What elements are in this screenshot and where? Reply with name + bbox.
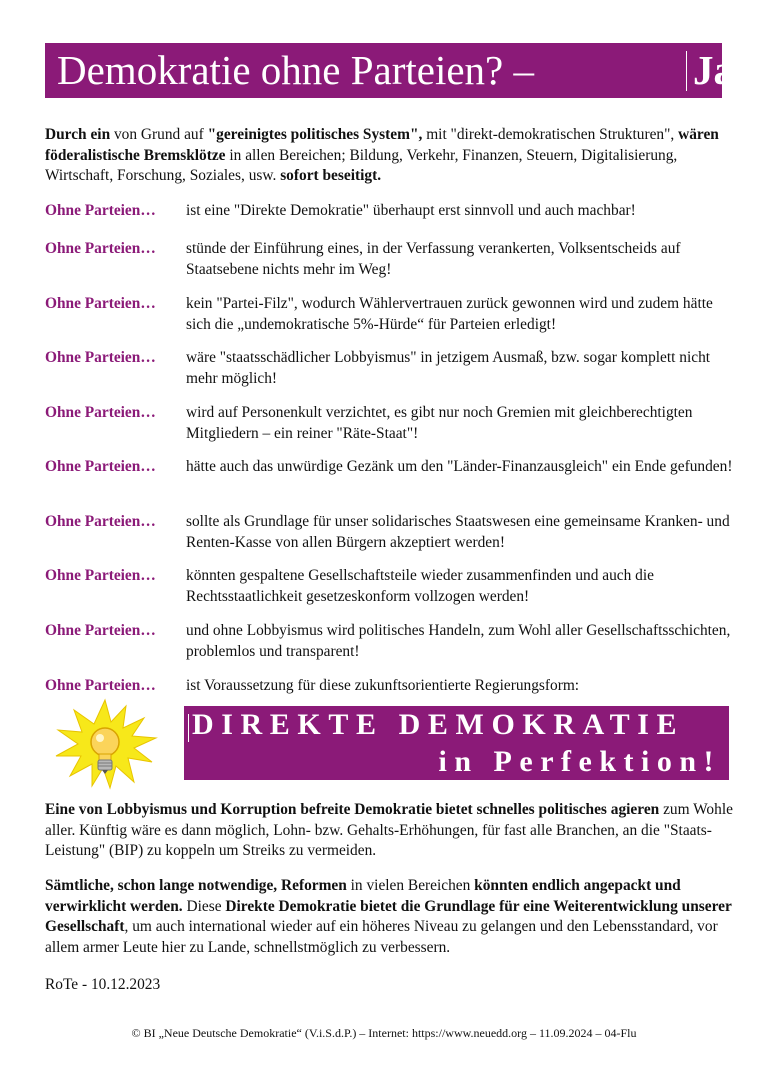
list-item-text: stünde der Einführung eines, in der Verfassung verankerten, Volksentscheids auf Staatsebene nichts mehr im Weg! bbox=[186, 240, 681, 278]
text-cursor bbox=[188, 714, 189, 742]
list-item-text: sollte als Grundlage für unser solidarisches Staatswesen eine gemeinsame Kranken- und Renten-Kasse von allen Bürgern akzeptiert werden! bbox=[186, 513, 730, 551]
para2-text-3: , um auch international wieder auf ein höheres Niveau zu gelangen und den Lebensstandard, vor allem armer Leute hier zu Lande, schnellstmöglich zu verbessern. bbox=[45, 918, 718, 956]
ohne-parteien-label: Ohne Parteien… bbox=[45, 622, 156, 639]
intro-bold-2: "gereinigtes politisches System", bbox=[207, 126, 423, 143]
list-item-text: kein "Partei-Filz", wodurch Wählervertrauen zurück gewonnen wird und zudem hätte sich die „undemokratische 5%-Hürde“ für Parteien erledigt! bbox=[186, 295, 713, 333]
ohne-parteien-label: Ohne Parteien… bbox=[45, 240, 156, 257]
bulb-base bbox=[98, 760, 112, 770]
ohne-parteien-label: Ohne Parteien… bbox=[45, 349, 156, 366]
title-divider bbox=[686, 51, 687, 91]
intro-paragraph bbox=[45, 125, 735, 187]
banner-line-2: in Perfektion! bbox=[438, 745, 721, 778]
para2-bold-2: könnten endlich angepackt und verwirklicht werden. bbox=[45, 877, 681, 915]
para1-bold: Eine von Lobbyismus und Korruption befreite Demokratie bietet schnelles politisches agieren bbox=[45, 801, 660, 818]
intro-bold-1: Durch ein bbox=[45, 126, 111, 143]
banner-line-1: DIREKTE DEMOKRATIE bbox=[192, 708, 685, 741]
intro-text-1: von Grund auf bbox=[110, 126, 208, 143]
list-item-text: wäre "staatsschädlicher Lobbyismus" in jetzigem Ausmaß, bzw. sogar komplett nicht mehr möglich! bbox=[186, 349, 711, 387]
list-item-text: könnten gespaltene Gesellschaftsteile wieder zusammenfinden und auch die Rechtsstaatlichkeit gesetzeskonform vollzogen werden! bbox=[186, 567, 654, 605]
bulb-highlight bbox=[96, 734, 104, 742]
bulb-glass bbox=[91, 728, 119, 756]
bulb-neck bbox=[99, 754, 111, 760]
ohne-parteien-label: Ohne Parteien… bbox=[45, 677, 156, 694]
paragraph-reformen bbox=[45, 876, 735, 958]
paragraph-lobbyismus bbox=[45, 800, 735, 862]
title-emphasis: Ja! bbox=[693, 47, 748, 93]
signature: RoTe - 10.12.2023 bbox=[45, 976, 161, 993]
intro-bold-3: wären föderalistische Bremsklötze bbox=[45, 126, 719, 164]
intro-text-3: in allen Bereichen; Bildung, Verkehr, Finanzen, Steuern, Digitalisierung, Wirtschaft, Forschung, Soziales, usw. bbox=[45, 146, 678, 184]
ohne-parteien-label: Ohne Parteien… bbox=[45, 295, 156, 312]
ohne-parteien-label: Ohne Parteien… bbox=[45, 202, 156, 219]
intro-bold-4: sofort beseitigt. bbox=[280, 167, 382, 184]
para2-bold-3: Direkte Demokratie bietet die Grundlage für eine Weiterentwicklung unserer Gesellschaft bbox=[45, 897, 732, 935]
page-title bbox=[45, 43, 748, 98]
list-item-text: hätte auch das unwürdige Gezänk um den "Länder-Finanzausgleich" ein Ende gefunden! bbox=[186, 458, 733, 475]
list-item-text: ist Voraussetzung für diese zukunftsorientierte Regierungsform: bbox=[186, 677, 580, 694]
para2-text-2: Diese bbox=[182, 897, 226, 915]
title-main: Demokratie ohne Parteien? – bbox=[57, 47, 535, 93]
ohne-parteien-label: Ohne Parteien… bbox=[45, 567, 156, 584]
intro-text-2: mit "direkt-demokratischen Strukturen", bbox=[422, 126, 679, 143]
list-item-text: wird auf Personenkult verzichtet, es gibt nur noch Gremien mit gleichberechtigten Mitgliedern – ein reiner "Räte-Staat"! bbox=[186, 404, 693, 442]
list-item-text: und ohne Lobbyismus wird politisches Handeln, zum Wohl aller Gesellschaftsschichten, problemlos und transparent! bbox=[186, 622, 731, 660]
direkte-demokratie-banner bbox=[184, 706, 729, 780]
light-bulb-icon bbox=[48, 698, 162, 790]
para1-text: zum Wohle aller. Künftig wäre es dann möglich, Lohn- bzw. Gehalts-Erhöhungen, für fast alle Branchen, an die "Staats-Leistung" (BIP) zu koppeln um Streiks zu vermeiden. bbox=[45, 801, 733, 859]
para2-text-1: in vielen Bereichen bbox=[346, 877, 475, 894]
ohne-parteien-label: Ohne Parteien… bbox=[45, 404, 156, 421]
list-item-text: ist eine "Direkte Demokratie" überhaupt erst sinnvoll und auch machbar! bbox=[186, 202, 636, 219]
footer: © BI „Neue Deutsche Demokratie“ (V.i.S.d.P.) – Internet: https://www.neuedd.org – 11.09.2024 – 04-Flu bbox=[131, 1026, 637, 1040]
ohne-parteien-label: Ohne Parteien… bbox=[45, 458, 156, 475]
ohne-parteien-label: Ohne Parteien… bbox=[45, 513, 156, 530]
para2-bold-1: Sämtliche, schon lange notwendige, Reformen bbox=[45, 877, 347, 894]
